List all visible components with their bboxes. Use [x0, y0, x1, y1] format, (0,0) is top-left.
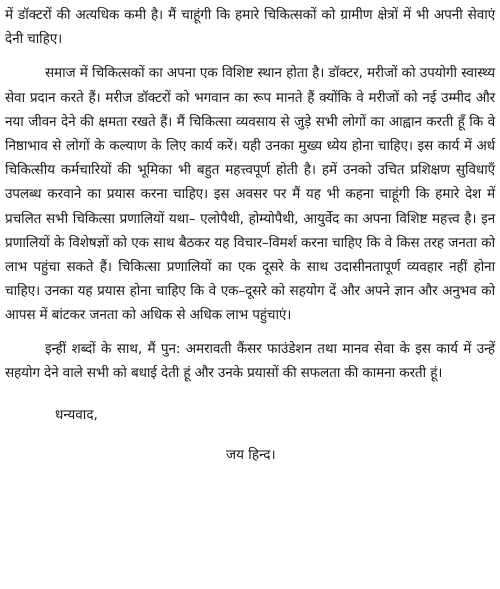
paragraph-main-body: समाज में चिकित्सकों का अपना एक विशिष्ट स्थान होता है। डॉक्टर, मरीजों को उपयोगी स्वास्थ्य सेवा प्रदान करते हैं। मरीज डॉक्टरों को भगवान का रूप मानते हैं क्योंकि वे मरीजों को नई उम्मीद और नया जीवन देने की क्षमता रखते हैं। मैं चिकित्सा व्यवसाय से जुड़े सभी लोगों का आह्वान करती हूँ कि वे निष्ठाभाव से लोगों के कल्याण के लिए कार्य करें। यही उनका मुख्य ध्येय होना चाहिए। इस कार्य में अर्ध चिकित्सीय कर्मचारियों की भूमिका भी बहुत महत्त्वपूर्ण होती है। हमें उनको उचित प्रशिक्षण सुविधाएँ उपलब्ध करवाने का प्रयास करना चाहिए। इस अवसर पर मैं यह भी कहना चाहूंगी कि हमारे देश में प्रचलित सभी चिकित्सा प्रणालियों यथा– एलोपैथी, होम्योपैथी, आयुर्वेद का अपना विशिष्ट महत्त्व है। इन प्रणालियों के विशेषज्ञों को एक साथ बैठकर यह विचार–विमर्श करना चाहिए कि वे किस तरह जनता को लाभ पहुंचा सकते हैं। चिकित्सा प्रणालियों का एक दूसरे के साथ उदासीनतापूर्ण व्यवहार नहीं होना चाहिए। उनका यह प्रयास होना चाहिए कि वे एक–दूसरे को सहयोग दें और अपने ज्ञान और अनुभव को आपस में बांटकर जनता को अधिक से अधिक लाभ पहुंचाएं।: [5, 65, 495, 324]
paragraph-spacer: [5, 51, 495, 61]
paragraph-spacer: [5, 328, 495, 337]
signoff: जय हिन्द।: [226, 447, 276, 464]
salutation: धन्यवाद,: [55, 407, 98, 424]
paragraph-intro-continuation: में डॉक्टरों की अत्यधिक कमी है। मैं चाहूंगी कि हमारे चिकित्सकों को ग्रामीण क्षेत्रों में भी अपनी सेवाएं देनी चाहिए।: [5, 7, 495, 48]
paragraph-conclusion: इन्हीं शब्दों के साथ, मैं पुन: अमरावती कैंसर फाउंडेशन तथा मानव सेवा के इस कार्य में उन्हें सहयोग देने वाले सभी को बधाई देती हूं और उनके प्रयासों की सफलता की कामना करती हूं।: [5, 340, 495, 381]
